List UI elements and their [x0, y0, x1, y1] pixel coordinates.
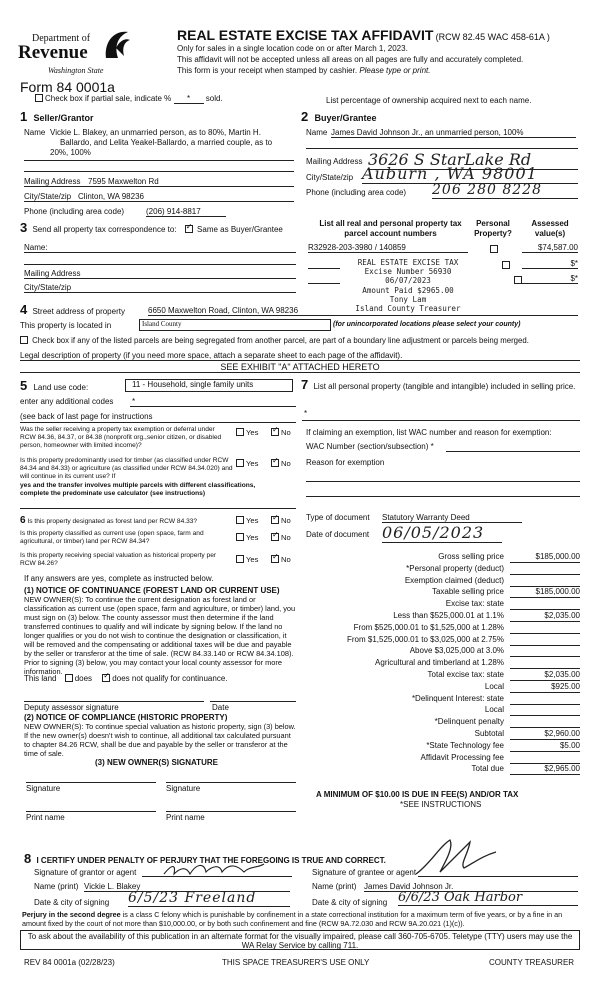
grantee-signature-icon [410, 834, 500, 879]
landuse-heading [20, 378, 88, 393]
partial-value[interactable]: * [174, 94, 204, 104]
parcel-row1-personal-checkbox[interactable] [490, 245, 498, 253]
tax-row-label: From $525,000.01 to $1,525,000 at 1.28% [353, 622, 504, 632]
question-1: Was the seller receiving a property tax exemption or deferral under RCW 84.36, 84.37, or 84.38 (nonprofit org.,senior citizen, or disabled person, homeowner with limited income)? [20, 426, 222, 449]
tax-row-value[interactable] [510, 694, 580, 705]
partial-label-b: sold. [205, 94, 223, 103]
tax-row-label: Above $3,025,000 at 3.0% [409, 646, 504, 656]
tax-row [290, 717, 580, 729]
tax-row [290, 705, 580, 717]
certify-text: I CERTIFY UNDER PENALTY OF PERJURY THAT THE FOREGOING IS TRUE AND CORRECT. [36, 856, 386, 865]
this-land-label: This land [24, 674, 57, 683]
owner-print1-rule[interactable] [26, 811, 156, 812]
tax-row-label: Taxable selling price [431, 587, 504, 597]
does-not-checkbox[interactable] [102, 674, 110, 682]
owner-sig2-label: Signature [166, 784, 201, 793]
q2-yes-checkbox[interactable] [236, 459, 244, 467]
notice1-title: (1) NOTICE OF CONTINUANCE (FOREST LAND OR CURRENT USE) [24, 586, 280, 595]
tax-row-label: *State Technology fee [426, 740, 504, 750]
seller-city-rule [24, 201, 294, 202]
tax-row-value[interactable] [510, 564, 580, 575]
q6-no-label: No [281, 516, 291, 525]
grantor-date[interactable]: 6/5/23 Freeland [128, 890, 290, 907]
partial-label-a: Check box if partial sale, indicate % [45, 94, 172, 103]
question-2: Is this property predominantly used for timber (as classified under RCW 84.34 and 84.33) or agriculture (as classified under RCW 84.34.020) and will continue in its current use? If [20, 457, 233, 480]
seller-heading [20, 109, 94, 124]
deputy-date-rule[interactable] [210, 701, 296, 702]
wac-claim: If claiming an exemption, list WAC number and reason for exemption: [306, 428, 552, 437]
does-checkbox[interactable] [65, 674, 73, 682]
seller-phone-label: Phone (including area code) [24, 207, 125, 216]
tax-row-value[interactable] [510, 599, 580, 610]
tax-row-label: *Delinquent Interest: state [411, 693, 504, 703]
q8-yes [236, 555, 258, 564]
corr-city-label: City/State/zip [24, 283, 72, 292]
q2-no [271, 459, 291, 468]
seller-name-rule [24, 160, 294, 161]
personal-property-header: Personal Property? [474, 219, 512, 238]
buyer-title: Buyer/Grantee [314, 113, 377, 123]
legal-description[interactable]: SEE EXHIBIT "A" ATTACHED HERETO [220, 362, 380, 372]
tax-row-value[interactable]: $925.00 [510, 682, 580, 693]
personal-rule[interactable] [302, 420, 580, 421]
tax-row-value[interactable] [510, 623, 580, 634]
partial-sale-checkbox[interactable] [35, 94, 43, 102]
buyer-heading [301, 109, 377, 124]
header-sub2: This affidavit will not be accepted unless all areas on all pages are fully and accurately completed. [177, 55, 524, 64]
tax-row [290, 646, 580, 658]
property-located-select[interactable]: Island County [139, 319, 331, 331]
ownership-note: List percentage of ownership acquired next to each name. [326, 96, 532, 105]
tax-row [290, 623, 580, 635]
landuse-num: 5 [20, 378, 28, 393]
seller-city[interactable]: Clinton, WA 98236 [78, 192, 144, 201]
buyer-name[interactable]: James David Johnson Jr., an unmarried person, 100% [331, 128, 576, 138]
tax-row-label: Exemption claimed (deduct) [404, 575, 504, 585]
tax-row-value[interactable]: $2,960.00 [510, 729, 580, 740]
tax-row-label: *Personal property (deduct) [406, 563, 504, 573]
form-title [177, 27, 550, 43]
tax-row-label: Gross selling price [438, 552, 504, 561]
landuse-label: Land use code: [33, 383, 89, 392]
personal-heading [301, 377, 581, 392]
buyer-name-label: Name [306, 128, 328, 137]
legal-label: Legal description of property (if you need more space, attach a separate sheet to each page of the affidavit). [20, 351, 403, 360]
q1-yes-checkbox[interactable] [236, 428, 244, 436]
q6-yes-checkbox[interactable] [236, 516, 244, 524]
see-instructions: *SEE INSTRUCTIONS [400, 800, 482, 809]
grantor-name-label: Name (print) [34, 882, 79, 891]
corr-name-rule[interactable] [24, 252, 296, 253]
tax-row-value[interactable]: $185,000.00 [510, 552, 580, 563]
property-num: 4 [20, 302, 28, 317]
seller-num: 1 [20, 109, 28, 124]
minimum-fee: A MINIMUM OF $10.00 IS DUE IN FEE(S) AND/OR TAX [316, 790, 519, 799]
property-street[interactable]: 6650 Maxwelton Road, Clinton, WA 98236 [148, 306, 578, 316]
tax-row-label: Less than $525,000.01 at 1.1% [393, 611, 504, 620]
q6-no [271, 516, 291, 525]
q2-rule [20, 508, 296, 509]
personal-star: * [304, 409, 308, 418]
q1-no-label: No [281, 428, 291, 437]
dor-logo [18, 26, 133, 78]
q6-num: 6 [20, 515, 26, 526]
property-street-label: Street address of property [32, 307, 125, 316]
alt-format-box [20, 930, 580, 950]
q2-yes-label: Yes [246, 459, 259, 468]
buyer-phone[interactable]: 206 280 8228 [432, 182, 578, 199]
doc-type-label: Type of document [306, 513, 370, 522]
grantee-date[interactable]: 6/6/23 Oak Harbor [398, 890, 578, 906]
tax-row-label: Local [484, 705, 504, 715]
buyer-mail-label: Mailing Address [306, 157, 363, 166]
perjury-bold: Perjury in the second degree [22, 910, 121, 919]
landuse-rule [20, 422, 296, 423]
tax-row-value[interactable]: $5.00 [510, 741, 580, 752]
header-sub1: Only for sales in a single location code on or after March 1, 2023. [177, 44, 408, 53]
owner-sig1-label: Signature [26, 784, 61, 793]
parcel-row3-value[interactable]: $* [522, 274, 578, 284]
personal-num: 7 [301, 377, 309, 392]
owner-sig1-rule[interactable] [26, 782, 156, 783]
assessed-value-header: Assessed value(s) [531, 219, 569, 238]
seller-mail[interactable]: 7595 Maxwelton Rd [88, 177, 159, 186]
grantor-sig-label: Signature of grantor or agent [34, 868, 137, 877]
seller-city-label: City/State/zip [24, 192, 72, 201]
tax-row [290, 587, 580, 599]
q7-no [271, 533, 291, 542]
doc-type[interactable]: Statutory Warranty Deed [382, 513, 522, 523]
property-located-label: This property is located in [20, 321, 112, 330]
dept-line3: Washington State [48, 66, 104, 75]
tax-row-value[interactable] [510, 717, 580, 728]
legal-rule-bot [20, 372, 580, 373]
tax-row-value[interactable] [510, 646, 580, 657]
does-not-label: does not qualify for continuance. [112, 674, 228, 683]
title-text: REAL ESTATE EXCISE TAX AFFIDAVIT [177, 27, 434, 43]
q6-no-checkbox[interactable] [271, 516, 279, 524]
dept-line2: Revenue [18, 42, 88, 63]
buyer-city-label: City/State/zip [306, 173, 354, 182]
tax-row-label: Affidavit Processing fee [420, 752, 504, 762]
tax-row-label: From $1,525,000.01 to $3,025,000 at 2.75% [346, 634, 504, 644]
partial-sale [35, 94, 223, 104]
q8-yes-label: Yes [246, 555, 259, 564]
tax-row [290, 682, 580, 694]
tax-row-label: Local [484, 681, 504, 691]
same-as-buyer-label: Same as Buyer/Grantee [197, 225, 283, 234]
q6-text: Is this property designated as forest land per RCW 84.33? [27, 518, 198, 525]
deputy-sig-label: Deputy assessor signature [24, 703, 119, 712]
wac-number-label [306, 442, 434, 451]
tax-row-label: Agricultural and timberland at 1.28% [375, 658, 504, 668]
seller-name-label: Name [24, 128, 46, 137]
q8-no [271, 555, 291, 564]
if-any-note: If any answers are yes, complete as instructed below. [24, 574, 214, 583]
q2-no-label: No [281, 459, 291, 468]
question-6 [20, 515, 235, 526]
reason-label: Reason for exemption [306, 458, 385, 467]
parcel-row1-value[interactable]: $74,587.00 [522, 243, 578, 253]
buyer-phone-label: Phone (including area code) [306, 188, 407, 197]
property-located-note: (for unincorporated locations please select your county) [333, 321, 521, 328]
personal-label: List all personal property (tangible and intangible) included in selling price. [313, 382, 576, 391]
q1-yes [236, 428, 258, 437]
q6-yes-label: Yes [246, 516, 259, 525]
title-ref: (RCW 82.45 WAC 458-61A ) [435, 32, 550, 42]
certify-num: 8 [24, 851, 32, 866]
tax-row-value[interactable] [510, 705, 580, 716]
question-2b: yes and the transfer involves multiple parcels with different classifications, complete the predominate use calculator (see instructions) [20, 482, 256, 497]
dept-line1: Department of [32, 33, 91, 44]
buyer-num: 2 [301, 109, 309, 124]
tax-row-value[interactable]: $2,965.00 [510, 764, 580, 775]
tax-row-label: Excise tax: state [445, 599, 504, 609]
rev-number: REV 84 0001a (02/28/23) [24, 958, 115, 967]
tax-row-label: Total excise tax: state [427, 670, 504, 679]
tax-row [290, 564, 580, 576]
parcel-row1[interactable]: R32928-203-3980 / 140859 [308, 243, 468, 253]
tax-row-value[interactable] [510, 576, 580, 587]
grantee-name[interactable]: James David Johnson Jr. [364, 882, 578, 892]
tax-row-value[interactable] [510, 658, 580, 669]
grantor-date-label: Date & city of signing [34, 898, 110, 907]
tax-row-value[interactable]: $2,035.00 [510, 670, 580, 681]
segregated-label: Check box if any of the listed parcels are being segregated from another parcel, are part of a boundary line adjustment or parcels being merged. [32, 336, 529, 345]
corr-city-rule[interactable] [24, 292, 296, 293]
deputy-sig-rule[interactable] [24, 701, 204, 702]
property-street-row [20, 302, 125, 317]
revenue-swoosh-icon [102, 28, 132, 62]
seller-name-l3: 20%, 100% [50, 148, 91, 157]
corr-mail-label: Mailing Address [24, 269, 81, 278]
stamp-line5: Tony Lam [389, 294, 427, 304]
tax-row-label: *Delinquent penalty [434, 717, 504, 727]
perjury-text: is a class C felony which is punishable by confinement in a state correctional institution for a maximum term of five years, or by a fine in an amount fixed by the court of not more than $10,000.00, or by both such confinement and fine (RCW 9A.72.030 and RCW 9A.20.021 (1)(c)). [22, 910, 563, 928]
corr-label: Send all property tax correspondence to: [32, 225, 177, 234]
header-sub3 [177, 66, 430, 75]
notice1-body: NEW OWNER(S): To continue the current designation as forest land or classification as current use (open space, farm and agriculture, or timber) land, you must sign on (3) below. The county assessor must then determine if the land transferred continues to qualify and will indicate by signing below. If the land no longer qualifies or you do not wish to continue the designation or classification, it will be removed and the compensating or additional taxes will be due and payable by the seller or transferor at the time of sale. (RCW 84.33.140 or RCW 84.34.108). Prior to signing (3) below, you may contact your local county assessor for more information. [24, 595, 296, 676]
tax-row [290, 611, 580, 623]
notice2-title: (2) NOTICE OF COMPLIANCE (HISTORIC PROPERTY) [24, 713, 228, 722]
seller-mail-rule [24, 186, 294, 187]
tax-row-value[interactable]: $185,000.00 [510, 587, 580, 598]
q1-no-checkbox[interactable] [271, 428, 279, 436]
q6-yes [236, 516, 258, 525]
owner-print1-label: Print name [26, 813, 65, 822]
tax-row [290, 729, 580, 741]
stamp-line3: 06/07/2023 [385, 276, 431, 286]
q1-no [271, 428, 291, 437]
segregated-row [20, 336, 529, 345]
q7-yes-checkbox[interactable] [236, 533, 244, 541]
q1-yes-label: Yes [246, 428, 259, 437]
corr-num: 3 [20, 220, 28, 235]
stamp-line6: Island County Treasurer [355, 304, 461, 314]
q7-yes-label: Yes [246, 533, 259, 542]
correspondence-heading [20, 220, 283, 235]
landuse-code[interactable]: 11 - Household, single family units [125, 379, 293, 392]
tax-row [290, 635, 580, 647]
q8-no-label: No [281, 555, 291, 564]
buyer-city[interactable]: Auburn , WA 98001 [362, 164, 578, 184]
corr-mail-rule[interactable] [24, 278, 296, 279]
wac-number-value[interactable]: * [430, 442, 434, 451]
grantor-name[interactable]: Vickie L. Blakey [84, 882, 290, 892]
does-label: does [74, 674, 93, 683]
alt-format-text: To ask about the availability of this publication in an alternate format for the visually impaired, please call 360-705-6705. Teletype (TTY) users may use the WA Relay Service by calling 711. [27, 932, 573, 950]
parcel-row3-rule[interactable] [308, 283, 340, 284]
header-sub3-text: This form is your receipt when stamped by cashier. [177, 66, 358, 75]
question-8: Is this property receiving special valuation as historical property per RCW 84.26? [20, 552, 217, 567]
stamp-line4: Amount Paid $2965.00 [362, 285, 454, 295]
tax-row [290, 753, 580, 765]
tax-row [290, 599, 580, 611]
grantee-date-label: Date & city of signing [312, 898, 388, 907]
wac-number-rule[interactable] [446, 451, 580, 452]
seller-name[interactable] [50, 128, 290, 158]
tax-row [290, 741, 580, 753]
county-treasurer: COUNTY TREASURER [489, 958, 575, 967]
owner-print2-rule[interactable] [166, 811, 296, 812]
parcel-row2-value[interactable]: $* [522, 259, 578, 269]
additional-codes[interactable]: * [130, 397, 296, 407]
doc-date[interactable]: 06/05/2023 [382, 523, 502, 543]
legal-rule-top [20, 360, 580, 361]
notice2-body: NEW OWNER(S): To continue special valuation as historic property, sign (3) below. If the new owner(s) doesn't wish to continue, all additional tax calculated pursuant to chapter 84.26 RCW, shall be due and payable by the seller or transferor at the time of sale. [24, 722, 296, 758]
question-7: Is this property classified as current use (open space, farm and agricultural, or timber) land per RCW 84.34? [20, 530, 204, 545]
seller-title: Seller/Grantor [33, 113, 94, 123]
doc-date-label: Date of document [306, 530, 370, 539]
tax-row [290, 658, 580, 670]
parcel-row2-personal-checkbox[interactable] [502, 261, 510, 269]
landuse-back-note: (see back of last page for instructions [20, 412, 153, 421]
treasurer-stamp [338, 258, 478, 313]
tax-row-label: Subtotal [474, 729, 504, 738]
continuance-row [24, 674, 227, 683]
perjury-notice [22, 911, 582, 928]
seller-name-l1: Vickie L. Blakey, an unmarried person, as to 80%, Martin H. [50, 128, 261, 137]
seller-name-rule2 [24, 171, 294, 172]
corr-name-label: Name: [24, 243, 48, 252]
grantee-name-label: Name (print) [312, 882, 357, 891]
segregated-checkbox[interactable] [20, 336, 28, 344]
wac-number-text: WAC Number (section/subsection) [306, 442, 429, 451]
same-as-buyer-checkbox[interactable] [185, 225, 193, 233]
buyer-name-rule [306, 148, 578, 149]
tax-row [290, 694, 580, 706]
tax-row [290, 764, 580, 776]
grantee-sig-label: Signature of grantee or agent [312, 868, 417, 877]
parcel-row2-rule[interactable] [308, 268, 340, 269]
seller-mail-label: Mailing Address [24, 177, 81, 186]
deputy-date-label: Date [212, 703, 229, 712]
buyer-mail[interactable]: 3626 S StarLake Rd [368, 150, 578, 170]
reason-rule2[interactable] [306, 496, 580, 497]
reason-rule1[interactable] [306, 481, 580, 482]
grantor-signature-icon [160, 860, 280, 880]
tax-row [290, 552, 580, 564]
tax-row [290, 576, 580, 588]
additional-codes-label: enter any additional codes [20, 397, 114, 406]
q7-no-label: No [281, 533, 291, 542]
tax-row-value[interactable] [510, 753, 580, 764]
tax-row-label: Total due [471, 764, 504, 774]
tax-row [290, 670, 580, 682]
tax-row-value[interactable]: $2,035.00 [510, 611, 580, 622]
form-number: Form 84 0001a [20, 79, 115, 95]
stamp-line1: REAL ESTATE EXCISE TAX [357, 258, 459, 267]
header-sub3-italic: Please type or print. [359, 66, 431, 75]
corr-name-rule2 [24, 264, 296, 265]
q2-yes [236, 459, 258, 468]
new-owner-sig-title: (3) NEW OWNER(S) SIGNATURE [95, 758, 218, 767]
q7-yes [236, 533, 258, 542]
owner-sig2-rule[interactable] [166, 782, 296, 783]
tax-row-value[interactable] [510, 635, 580, 646]
seller-phone[interactable]: (206) 914-8817 [146, 207, 226, 217]
treasurer-use: THIS SPACE TREASURER'S USE ONLY [222, 958, 370, 967]
q8-no-checkbox[interactable] [271, 555, 279, 563]
parcel-header: List all real and personal property tax parcel account numbers [319, 219, 462, 238]
q2-no-checkbox[interactable] [271, 459, 279, 467]
q8-yes-checkbox[interactable] [236, 555, 244, 563]
owner-print2-label: Print name [166, 813, 205, 822]
seller-name-l2: Ballardo, and Lelita Yeakel-Ballardo, a married couple, as to [60, 138, 273, 147]
stamp-line2: Excise Number 56930 [364, 267, 452, 277]
q7-no-checkbox[interactable] [271, 533, 279, 541]
